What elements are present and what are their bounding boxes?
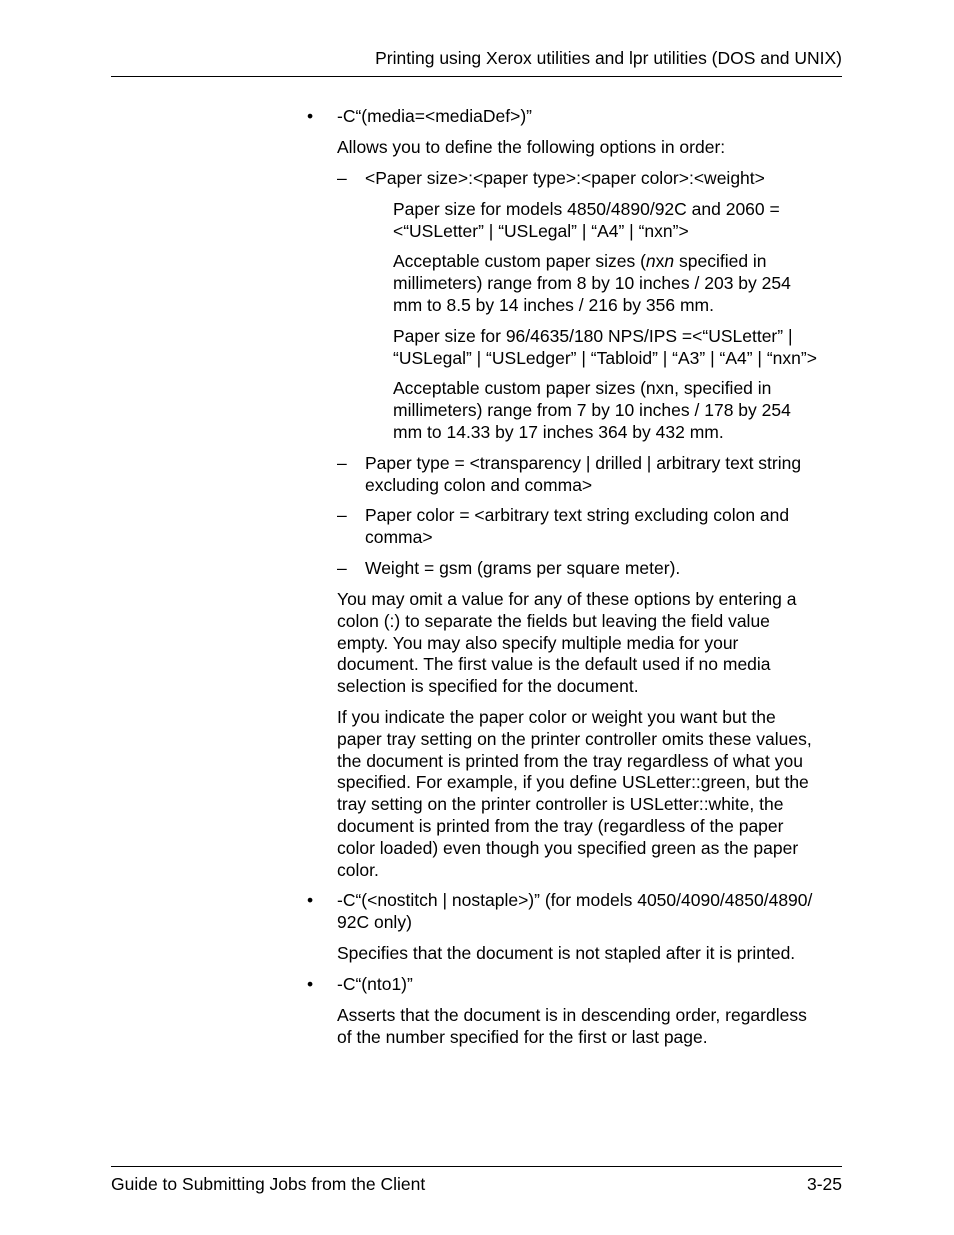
- custom-4850-line: millimeters) range from 8 by 10 inches / 203 by 254: [393, 272, 791, 293]
- bullet-nto1: •: [307, 974, 314, 994]
- custom-96-line: mm to 14.33 by 17 inches 364 by 432 mm.: [393, 421, 724, 442]
- omit-paragraph: [337, 589, 797, 698]
- omit-line: document. The first value is the default used if no media: [337, 654, 771, 675]
- nostitch-option-line: -C“(<nostitch | nostaple>)” (for models 4050/4090/4850/4890/: [337, 890, 813, 910]
- nostitch-desc: Specifies that the document is not stapled after it is printed.: [337, 943, 796, 963]
- tray-line: document is printed from the tray (regardless of the paper: [337, 815, 784, 836]
- custom-96-line: Acceptable custom paper sizes (nxn, specified in: [393, 378, 772, 398]
- running-header: Printing using Xerox utilities and lpr utilities (DOS and UNIX): [375, 48, 842, 68]
- nto1-desc-line: Asserts that the document is in descending order, regardless: [337, 1005, 807, 1025]
- dash-weight: –: [337, 558, 347, 578]
- media-syntax: <Paper size>:<paper type>:<paper color>:<weight>: [365, 168, 765, 188]
- sizes-96-line: “USLegal” | “USLedger” | “Tabloid” | “A3” | “A4” | “nxn”>: [393, 347, 817, 368]
- custom-4850: [393, 251, 791, 316]
- dash-paper-color: –: [337, 505, 347, 525]
- nostitch-option-line: 92C only): [337, 911, 412, 932]
- sizes-4850: [393, 199, 780, 243]
- nto1-option: -C“(nto1)”: [337, 974, 413, 994]
- dash-syntax: –: [337, 168, 347, 188]
- media-intro: Allows you to define the following options in order:: [337, 137, 726, 157]
- tray-paragraph: [337, 707, 812, 881]
- omit-line: selection is specified for the document.: [337, 676, 639, 697]
- omit-line: colon (:) to separate the fields but leaving the field value: [337, 610, 770, 631]
- custom-4850-line: mm to 8.5 by 14 inches / 216 by 356 mm.: [393, 294, 714, 315]
- tray-line: specified. For example, if you define USLetter::green, but the: [337, 772, 809, 793]
- paper-color-line: Paper color = <arbitrary text string excluding colon and: [365, 505, 790, 525]
- tray-line: the document is printed from the tray regardless of what you: [337, 750, 803, 771]
- custom-96: [393, 378, 791, 443]
- nostitch-option: [337, 890, 812, 934]
- sizes-4850-line: <“USLetter” | “USLegal” | “A4” | “nxn”>: [393, 220, 689, 241]
- tray-line: tray setting on the printer controller is USLetter::white, the: [337, 794, 784, 815]
- media-option: -C“(media=<mediaDef>)”: [337, 106, 532, 126]
- paper-color: [365, 505, 789, 549]
- paper-type-line: excluding colon and comma>: [365, 474, 593, 495]
- bullet-nostitch: •: [307, 890, 314, 910]
- page-number: 3-25: [806, 1174, 842, 1194]
- tray-line: color loaded) even though you specified green as the paper: [337, 837, 799, 858]
- paper-type: [365, 453, 801, 497]
- sizes-96: [393, 326, 817, 370]
- tray-line: If you indicate the paper color or weight you want but the: [337, 707, 776, 727]
- tray-line: color.: [337, 859, 379, 880]
- omit-line: You may omit a value for any of these options by entering a: [337, 589, 797, 609]
- sizes-4850-line: Paper size for models 4850/4890/92C and 2060 =: [393, 199, 780, 219]
- paper-type-line: Paper type = <transparency | drilled | arbitrary text string: [365, 453, 802, 473]
- footer-rule: [111, 1166, 842, 1167]
- custom-96-line: millimeters) range from 7 by 10 inches / 178 by 254: [393, 399, 791, 420]
- bullet-media: •: [307, 106, 314, 126]
- omit-line: empty. You may also specify multiple media for your: [337, 632, 739, 653]
- dash-paper-type: –: [337, 453, 347, 473]
- weight: Weight = gsm (grams per square meter).: [365, 558, 681, 578]
- nto1-desc-line: of the number specified for the first or last page.: [337, 1026, 708, 1047]
- footer-title: Guide to Submitting Jobs from the Client: [111, 1174, 426, 1194]
- custom-4850-line: Acceptable custom paper sizes (nxn specified in: [393, 251, 767, 271]
- nto1-desc: [337, 1005, 807, 1049]
- header-rule: [111, 76, 842, 77]
- paper-color-line: comma>: [365, 526, 433, 547]
- tray-line: paper tray setting on the printer controller omits these values,: [337, 728, 812, 749]
- sizes-96-line: Paper size for 96/4635/180 NPS/IPS =<“USLetter” |: [393, 326, 793, 346]
